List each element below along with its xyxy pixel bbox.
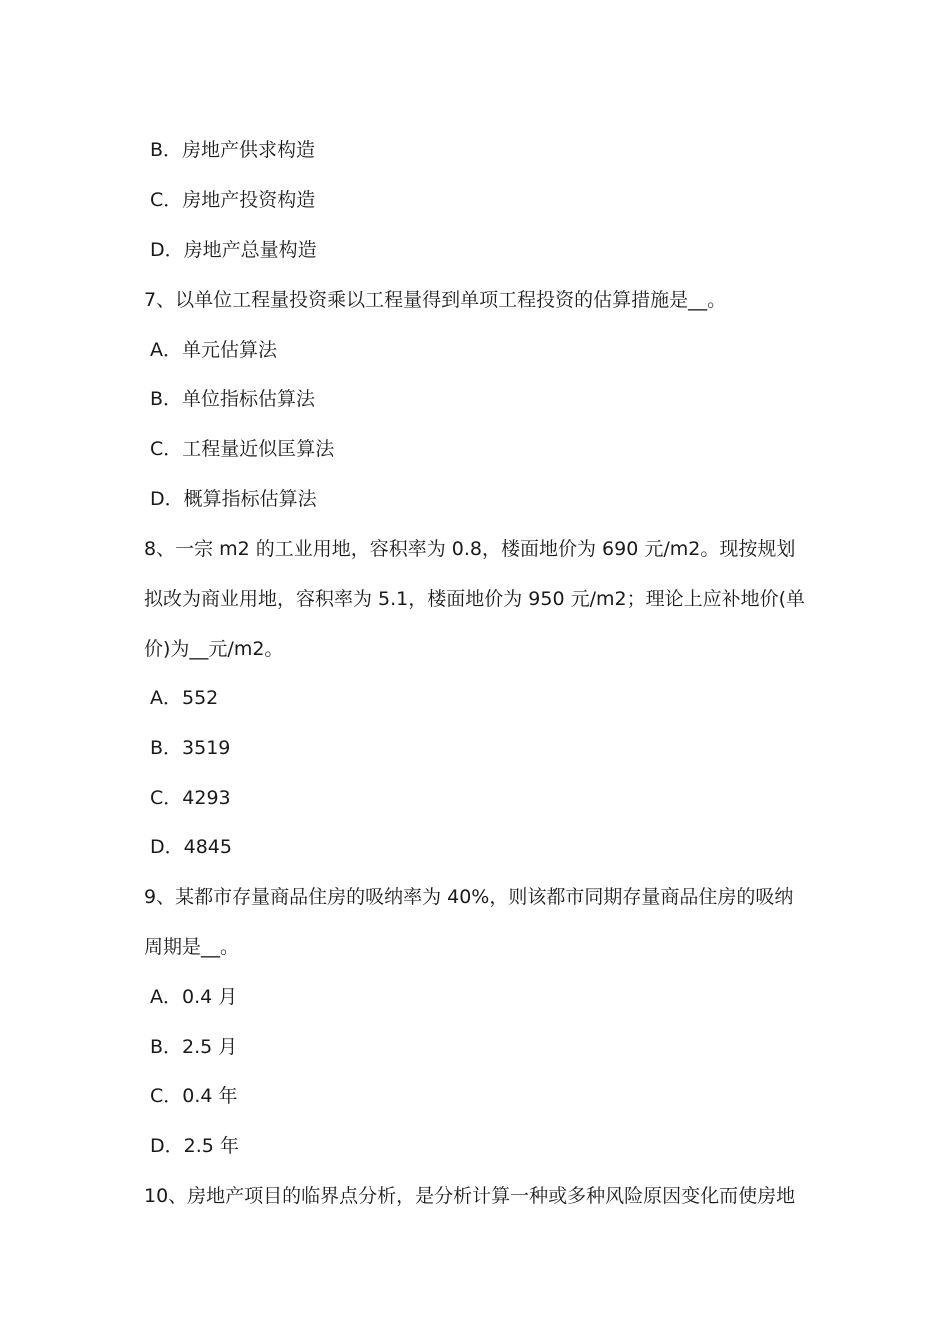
question-7: 7、以单位工程量投资乘以工程量得到单项工程投资的估算措施是__。: [144, 289, 727, 311]
q9-option-a: A．0.4 月: [150, 986, 238, 1008]
question-8-line-1: 8、一宗 m2 的工业用地，容积率为 0.8，楼面地价为 690 元/m2。现按规划: [144, 538, 796, 560]
q8-option-c: C．4293: [150, 787, 231, 809]
q7-option-c: C．工程量近似匡算法: [150, 438, 335, 460]
q8-option-d: D．4845: [150, 836, 232, 858]
q9-option-d: D．2.5 年: [150, 1135, 239, 1157]
q7-option-a: A．单元估算法: [150, 339, 277, 361]
question-9-line-1: 9、某都市存量商品住房的吸纳率为 40%，则该都市同期存量商品住房的吸纳: [144, 886, 794, 908]
q7-option-b: B．单位指标估算法: [150, 388, 316, 410]
q7-option-d: D．概算指标估算法: [150, 488, 317, 510]
question-8-line-3: 价)为__元/m2。: [144, 638, 284, 660]
question-10-line-1: 10、房地产项目的临界点分析，是分析计算一种或多种风险原因变化而使房地: [144, 1185, 796, 1207]
q6-option-d: D．房地产总量构造: [150, 239, 317, 261]
q9-option-b: B．2.5 月: [150, 1036, 238, 1058]
q6-option-b: B．房地产供求构造: [150, 139, 316, 161]
q9-option-c: C．0.4 年: [150, 1085, 238, 1107]
q8-option-a: A．552: [150, 687, 219, 709]
q6-option-c: C．房地产投资构造: [150, 189, 316, 211]
question-9-line-2: 周期是__。: [144, 936, 240, 958]
q8-option-b: B．3519: [150, 737, 231, 759]
question-8-line-2: 拟改为商业用地，容积率为 5.1，楼面地价为 950 元/m2；理论上应补地价(单: [144, 588, 806, 610]
